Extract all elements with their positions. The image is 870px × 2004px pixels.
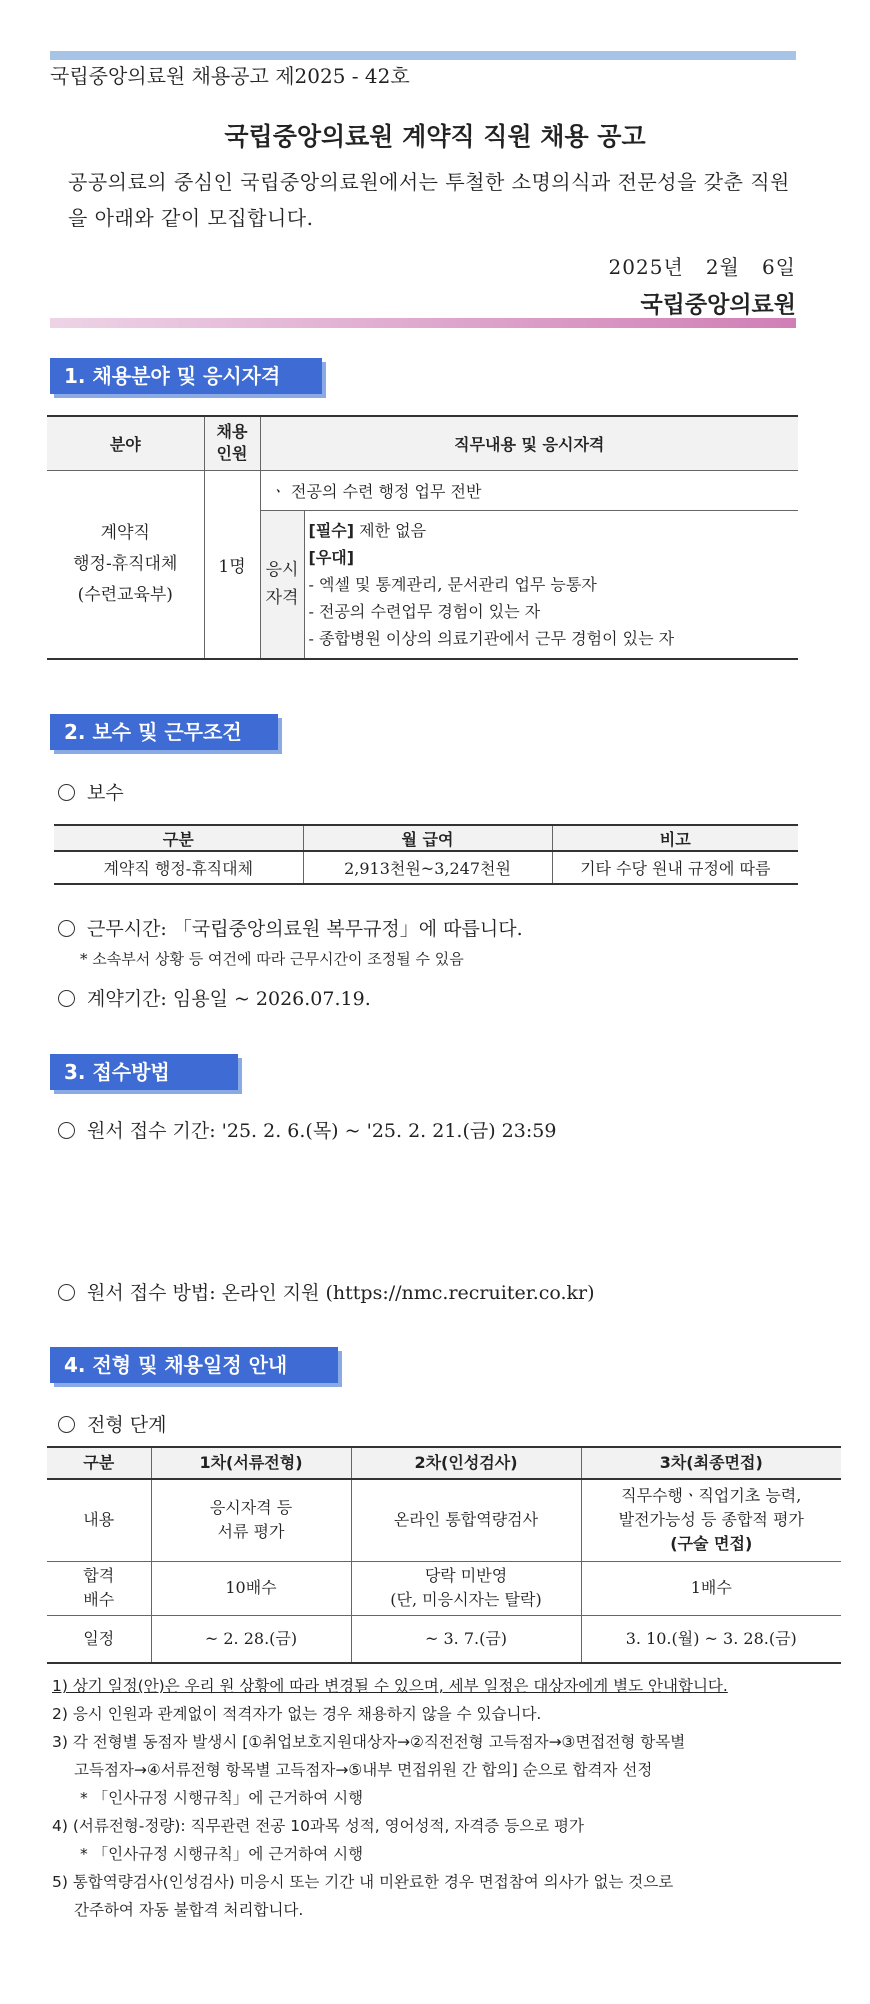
required-text: 제한 없음 bbox=[354, 520, 427, 540]
footnotes bbox=[52, 1672, 842, 1924]
stages-label: 전형 단계 bbox=[87, 1414, 167, 1436]
preferred-item: - 엑셀 및 통계관리, 문서관리 업무 능통자 bbox=[308, 574, 597, 594]
ratio-2-line-1: 당락 미반영 bbox=[424, 1566, 508, 1585]
pay-label: 보수 bbox=[87, 782, 124, 804]
content-3-line-1: 직무수행ㆍ직업기초 능력, bbox=[621, 1486, 802, 1506]
headcount-cell: 1명 bbox=[204, 470, 260, 659]
pay-table bbox=[54, 824, 798, 885]
field-line-1: 계약직 bbox=[100, 522, 150, 543]
notice-date: 2025년 2월 6일 bbox=[608, 255, 796, 279]
pay-col-category: 구분 bbox=[54, 825, 303, 851]
bullet-circle-icon bbox=[58, 1284, 75, 1301]
qual-label-line-2: 자격 bbox=[265, 588, 299, 608]
work-hours-text: 근무시간: 「국립중앙의료원 복무규정」에 따릅니다. bbox=[87, 918, 523, 940]
footnote-3-note: * 「인사규정 시행규칙」에 근거하여 시행 bbox=[80, 1789, 364, 1807]
schedule-label: 일정 bbox=[47, 1615, 151, 1663]
ratio-label-line-1: 합격 bbox=[83, 1566, 115, 1585]
content-3-line-2: 발전가능성 등 종합적 평가 bbox=[618, 1510, 804, 1530]
preferred-item: - 종합병원 이상의 의료기관에서 근무 경험이 있는 자 bbox=[308, 628, 675, 648]
application-period-text: 원서 접수 기간: '25. 2. 6.(목) ~ '25. 2. 21.(금) 23:59 bbox=[87, 1120, 557, 1142]
ratio-label bbox=[47, 1561, 151, 1615]
header-top-bar bbox=[50, 51, 796, 60]
organization-name: 국립중앙의료원 bbox=[640, 292, 796, 318]
work-hours-note: * 소속부서 상황 등 여건에 따라 근무시간이 조정될 수 있음 bbox=[80, 950, 464, 968]
footnote-3: 3) 각 전형별 동점자 발생시 [①취업보호지원대상자→②직전전형 고득점자→③면접전형 항목별 bbox=[52, 1733, 686, 1751]
bullet-circle-icon bbox=[58, 920, 75, 937]
ratio-label-line-2: 배수 bbox=[83, 1590, 115, 1609]
pay-col-remark: 비고 bbox=[552, 825, 798, 851]
preferred-item: - 전공의 수련업무 경험이 있는 자 bbox=[308, 601, 541, 621]
qualification-label bbox=[260, 510, 304, 659]
qualification-cell bbox=[304, 510, 798, 659]
schedule-stage-2: ~ 3. 7.(금) bbox=[351, 1615, 581, 1663]
footnote-3-cont: 고득점자→④서류전형 항목별 고득점자→⑤내부 면접위원 간 합의] 순으로 합격자 선정 bbox=[74, 1761, 653, 1779]
work-hours-item bbox=[58, 914, 523, 941]
content-stage-3 bbox=[581, 1479, 841, 1561]
intro-paragraph: 공공의료의 중심인 국립중앙의료원에서는 투철한 소명의식과 전문성을 갖춘 직원을 아래와 같이 모집합니다. bbox=[68, 170, 790, 230]
section-3-heading: 3. 접수방법 bbox=[50, 1054, 238, 1090]
content-1-line-1: 응시자격 등 bbox=[209, 1498, 293, 1518]
notice-number: 국립중앙의료원 채용공고 제2025 - 42호 bbox=[50, 64, 410, 88]
stage-col-3: 3차(최종면접) bbox=[581, 1447, 841, 1479]
contract-period-item bbox=[58, 984, 371, 1011]
bullet-circle-icon bbox=[58, 1122, 75, 1139]
section-2-heading: 2. 보수 및 근무조건 bbox=[50, 714, 278, 750]
stage-col-category: 구분 bbox=[47, 1447, 151, 1479]
section-1-heading: 1. 채용분야 및 응시자격 bbox=[50, 358, 322, 394]
pay-salary: 2,913천원~3,247천원 bbox=[303, 851, 552, 884]
preferred-label: [우대] bbox=[308, 547, 355, 567]
pay-category: 계약직 행정-휴직대체 bbox=[103, 859, 254, 878]
field-cell bbox=[47, 470, 204, 659]
header-bottom-bar bbox=[50, 318, 796, 328]
ratio-stage-2 bbox=[351, 1561, 581, 1615]
contract-period-text: 계약기간: 임용일 ~ 2026.07.19. bbox=[87, 988, 371, 1010]
selection-table bbox=[47, 1446, 841, 1664]
pay-remark: 기타 수당 원내 규정에 따름 bbox=[552, 851, 798, 884]
footnote-5: 5) 통합역량검사(인성검사) 미응시 또는 기간 내 미완료한 경우 면접참여 의사가 없는 것으로 bbox=[52, 1873, 674, 1891]
footnote-5-cont: 간주하여 자동 불합격 처리합니다. bbox=[74, 1901, 304, 1919]
stages-item bbox=[58, 1410, 166, 1437]
application-method-item bbox=[58, 1278, 595, 1305]
schedule-stage-3: 3. 10.(월) ~ 3. 28.(금) bbox=[581, 1615, 841, 1663]
duty-cell: ㆍ 전공의 수련 행정 업무 전반 bbox=[260, 470, 798, 510]
application-period-item bbox=[58, 1116, 556, 1143]
content-1-line-2: 서류 평가 bbox=[217, 1522, 285, 1542]
footnote-1: 1) 상기 일정(안)은 우리 원 상황에 따라 변경될 수 있으며, 세부 일정은 대상자에게 별도 안내합니다. bbox=[52, 1677, 728, 1695]
bullet-circle-icon bbox=[58, 1416, 75, 1433]
application-method-text: 원서 접수 방법: 온라인 지원 (https://nmc.recruiter.co.kr) bbox=[87, 1282, 595, 1304]
bullet-circle-icon bbox=[58, 784, 75, 801]
content-stage-2: 온라인 통합역량검사 bbox=[351, 1479, 581, 1561]
pay-col-salary: 월 급여 bbox=[303, 825, 552, 851]
col-duties: 직무내용 및 응시자격 bbox=[260, 416, 798, 470]
col-field: 분야 bbox=[47, 416, 204, 470]
required-label: [필수] bbox=[308, 520, 355, 540]
stage-col-2: 2차(인성검사) bbox=[351, 1447, 581, 1479]
pay-item bbox=[58, 778, 124, 805]
bullet-circle-icon bbox=[58, 990, 75, 1007]
content-3-line-3: (구술 면접) bbox=[670, 1534, 753, 1554]
stage-col-1: 1차(서류전형) bbox=[151, 1447, 351, 1479]
footnote-4: 4) (서류전형-정량): 직무관련 전공 10과목 성적, 영어성적, 자격증 등으로 평가 bbox=[52, 1817, 584, 1835]
ratio-stage-1: 10배수 bbox=[151, 1561, 351, 1615]
qual-label-line-1: 응시 bbox=[265, 560, 299, 580]
footnote-2: 2) 응시 인원과 관계없이 적격자가 없는 경우 채용하지 않을 수 있습니다. bbox=[52, 1705, 542, 1723]
page-title: 국립중앙의료원 계약직 직원 채용 공고 bbox=[224, 122, 646, 151]
ratio-2-line-2: (단, 미응시자는 탈락) bbox=[390, 1590, 542, 1609]
content-label: 내용 bbox=[47, 1479, 151, 1561]
ratio-stage-3: 1배수 bbox=[581, 1561, 841, 1615]
field-line-3: (수련교육부) bbox=[77, 584, 173, 605]
schedule-stage-1: ~ 2. 28.(금) bbox=[151, 1615, 351, 1663]
col-headcount: 채용 인원 bbox=[204, 416, 260, 470]
field-line-2: 행정-휴직대체 bbox=[73, 553, 178, 574]
footnote-4-note: * 「인사규정 시행규칙」에 근거하여 시행 bbox=[80, 1845, 364, 1863]
content-stage-1 bbox=[151, 1479, 351, 1561]
recruitment-table bbox=[47, 415, 798, 660]
section-4-heading: 4. 전형 및 채용일정 안내 bbox=[50, 1347, 338, 1383]
